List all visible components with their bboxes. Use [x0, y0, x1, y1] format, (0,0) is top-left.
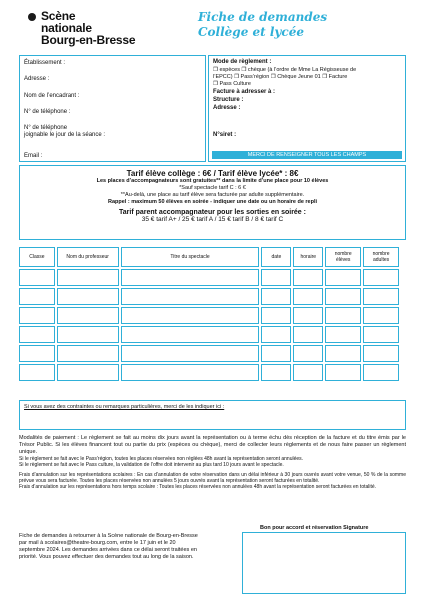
table-cell[interactable] [363, 307, 399, 324]
table-cell[interactable] [19, 288, 55, 305]
logo-line-2: nationale [41, 21, 92, 35]
modalites-passregion: Si le règlement se fait avec le Pass’région, toutes les places réservées non réglées 48h avant la représentation seront annulées. [19, 456, 304, 462]
payment-options-3: ❒ Pass Culture [213, 81, 251, 87]
table-cell[interactable] [57, 345, 119, 362]
email-label: Email : [24, 153, 43, 159]
table-cell[interactable] [19, 345, 55, 362]
table-cell[interactable] [19, 307, 55, 324]
modalites-paragraph: Modalités de paiement : Le règlement se fait au moins dix jours avant la représentation ou à terme échu dès réception de la facture et du titre émis par le Trésor Public. Si les élèves financent tout ou partie du prix (espèces ou chèque), merci de collecter leurs règlements et de nous faire passer un règlement unique. [19, 435, 406, 455]
table-cell[interactable] [293, 364, 323, 381]
table-cell[interactable] [363, 288, 399, 305]
table-cell[interactable] [325, 269, 361, 286]
table-row [19, 307, 399, 324]
logo-line-1: Scène [41, 9, 76, 23]
table-cell[interactable] [293, 326, 323, 343]
modalites-passculture: Si le règlement se fait avec le Pass culture, la validation de l’offre doit intervenir au plus tard 10 jours avant le spectacle. [19, 462, 284, 468]
tarifs-line-2: *Sauf spectacle tarif C : 6 € [179, 185, 246, 191]
table-cell[interactable] [121, 307, 260, 324]
table-cell[interactable] [325, 288, 361, 305]
table-cell[interactable] [363, 269, 399, 286]
etablissement-label: Établissement : [24, 60, 66, 66]
tarifs-box [19, 165, 406, 240]
annulation-scolaires: Frais d’annulation sur les représentations scolaires : En cas d’annulation de votre réservation dans un délai inférieur à 30 jours ouvrés avant votre venue, 50 % de la somme prévue vous sera facturée. Toutes les places réservées non annulées 5 jours ouvrés avant la représentation seront facturées en totalité. [19, 472, 406, 484]
billing-info-box [208, 55, 406, 162]
logo [28, 10, 158, 46]
table-cell[interactable] [121, 326, 260, 343]
page-title [198, 10, 378, 40]
table-row [19, 326, 399, 343]
tarifs-line-3: **Au-delà, une place au tarif élève sera facturée par adulte supplémentaire. [120, 192, 305, 198]
payment-options-2: l’EPCC) ❒ Pass’région ❒ Chèque Jeune 01 ❒ Facture [213, 74, 348, 80]
header-professeur: Nom du professeur [57, 247, 119, 267]
table-cell[interactable] [121, 364, 260, 381]
structure-label: Structure : [213, 97, 244, 103]
remarks-label: Si vous avez des contraintes ou remarques particulières, merci de les indiquer ici : [24, 404, 225, 410]
table-cell[interactable] [57, 307, 119, 324]
logo-dot-icon [28, 13, 36, 21]
signature-label: Bon pour accord et réservation Signature [260, 525, 369, 531]
table-cell[interactable] [325, 326, 361, 343]
table-cell[interactable] [325, 364, 361, 381]
table-row [19, 269, 399, 286]
table-cell[interactable] [19, 364, 55, 381]
table-cell[interactable] [261, 345, 291, 362]
table-cell[interactable] [261, 326, 291, 343]
telephone-label: N° de téléphone : [24, 109, 71, 115]
table-row [19, 288, 399, 305]
tarifs-line-5: 35 € tarif A+ / 25 € tarif A / 15 € tarif B / 8 € tarif C [141, 216, 284, 223]
table-cell[interactable] [57, 364, 119, 381]
header-eleves: nombre élèves [325, 247, 361, 267]
siret-label: N°siret : [213, 132, 237, 138]
payment-options-1: ❒ espèces ❒ chèque (à l’ordre de Mme La Régisseuse de [213, 67, 357, 73]
header-adultes: nombre adultes [363, 247, 399, 267]
return-instructions: Fiche de demandes à retourner à la Scène nationale de Bourg-en-Bresse par mail à scolaires@theatre-bourg.com, entre le 17 juin et le 20 septembre 2024. Les demandes arrivées dans ce délai seront traitées en priorité. Vous pouvez effectuer des demandes tout au long de la saison. [19, 533, 198, 560]
table-cell[interactable] [363, 326, 399, 343]
table-cell[interactable] [325, 345, 361, 362]
table-header-row [19, 247, 399, 267]
remarks-box[interactable] [19, 400, 406, 430]
tarifs-line-1: Les places d’accompagnateurs sont gratuites** dans la limite d’une place pour 10 élèves [96, 178, 329, 184]
payment-mode-label: Mode de règlement : [213, 59, 272, 65]
table-cell[interactable] [121, 288, 260, 305]
tel-jour-label-2: joignable le jour de la séance : [24, 132, 106, 138]
tel-jour-label-1: N° de téléphone [24, 125, 68, 131]
required-fields-banner: MERCI DE RENSEIGNER TOUS LES CHAMPS [212, 151, 402, 159]
tarifs-title-2: Tarif parent accompagnateur pour les sorties en soirée : [119, 209, 306, 216]
table-cell[interactable] [325, 307, 361, 324]
title-line-1: Fiche de demandes [198, 10, 328, 24]
table-cell[interactable] [261, 288, 291, 305]
table-cell[interactable] [293, 307, 323, 324]
school-info-box [19, 55, 206, 162]
adresse-label: Adresse : [24, 76, 50, 82]
tarifs-title: Tarif élève collège : 6€ / Tarif élève lycée* : 8€ [126, 169, 299, 178]
header-date: date [261, 247, 291, 267]
table-row [19, 364, 399, 381]
requests-table [17, 245, 401, 383]
table-cell[interactable] [261, 364, 291, 381]
billing-adresse-label: Adresse : [213, 105, 241, 111]
facture-label: Facture à adresser à : [213, 89, 276, 95]
tarifs-line-4: Rappel : maximum 50 élèves en soirée - indiquer une date ou un horaire de repli [107, 199, 318, 205]
logo-line-3: Bourg-en-Bresse [41, 33, 136, 47]
table-cell[interactable] [57, 288, 119, 305]
header-spectacle: Titre du spectacle [121, 247, 260, 267]
table-row [19, 345, 399, 362]
table-cell[interactable] [293, 269, 323, 286]
table-cell[interactable] [293, 345, 323, 362]
payment-terms [19, 435, 406, 490]
table-cell[interactable] [261, 269, 291, 286]
table-cell[interactable] [261, 307, 291, 324]
table-cell[interactable] [57, 326, 119, 343]
table-cell[interactable] [57, 269, 119, 286]
table-cell[interactable] [121, 345, 260, 362]
header-classe: Classe [19, 247, 55, 267]
table-cell[interactable] [293, 288, 323, 305]
signature-box[interactable] [242, 532, 406, 594]
table-cell[interactable] [19, 326, 55, 343]
annulation-hors-temps: Frais d’annulation sur les représentations hors temps scolaire : Toutes les places réservées non annulées 48h avant la représentation seront facturées en totalité. [19, 484, 377, 490]
table-cell[interactable] [121, 269, 260, 286]
table-cell[interactable] [363, 345, 399, 362]
table-cell[interactable] [363, 364, 399, 381]
header-horaire: horaire [293, 247, 323, 267]
encadrant-label: Nom de l’encadrant : [24, 93, 80, 99]
title-line-2: Collège et lycée [198, 25, 304, 39]
table-cell[interactable] [19, 269, 55, 286]
